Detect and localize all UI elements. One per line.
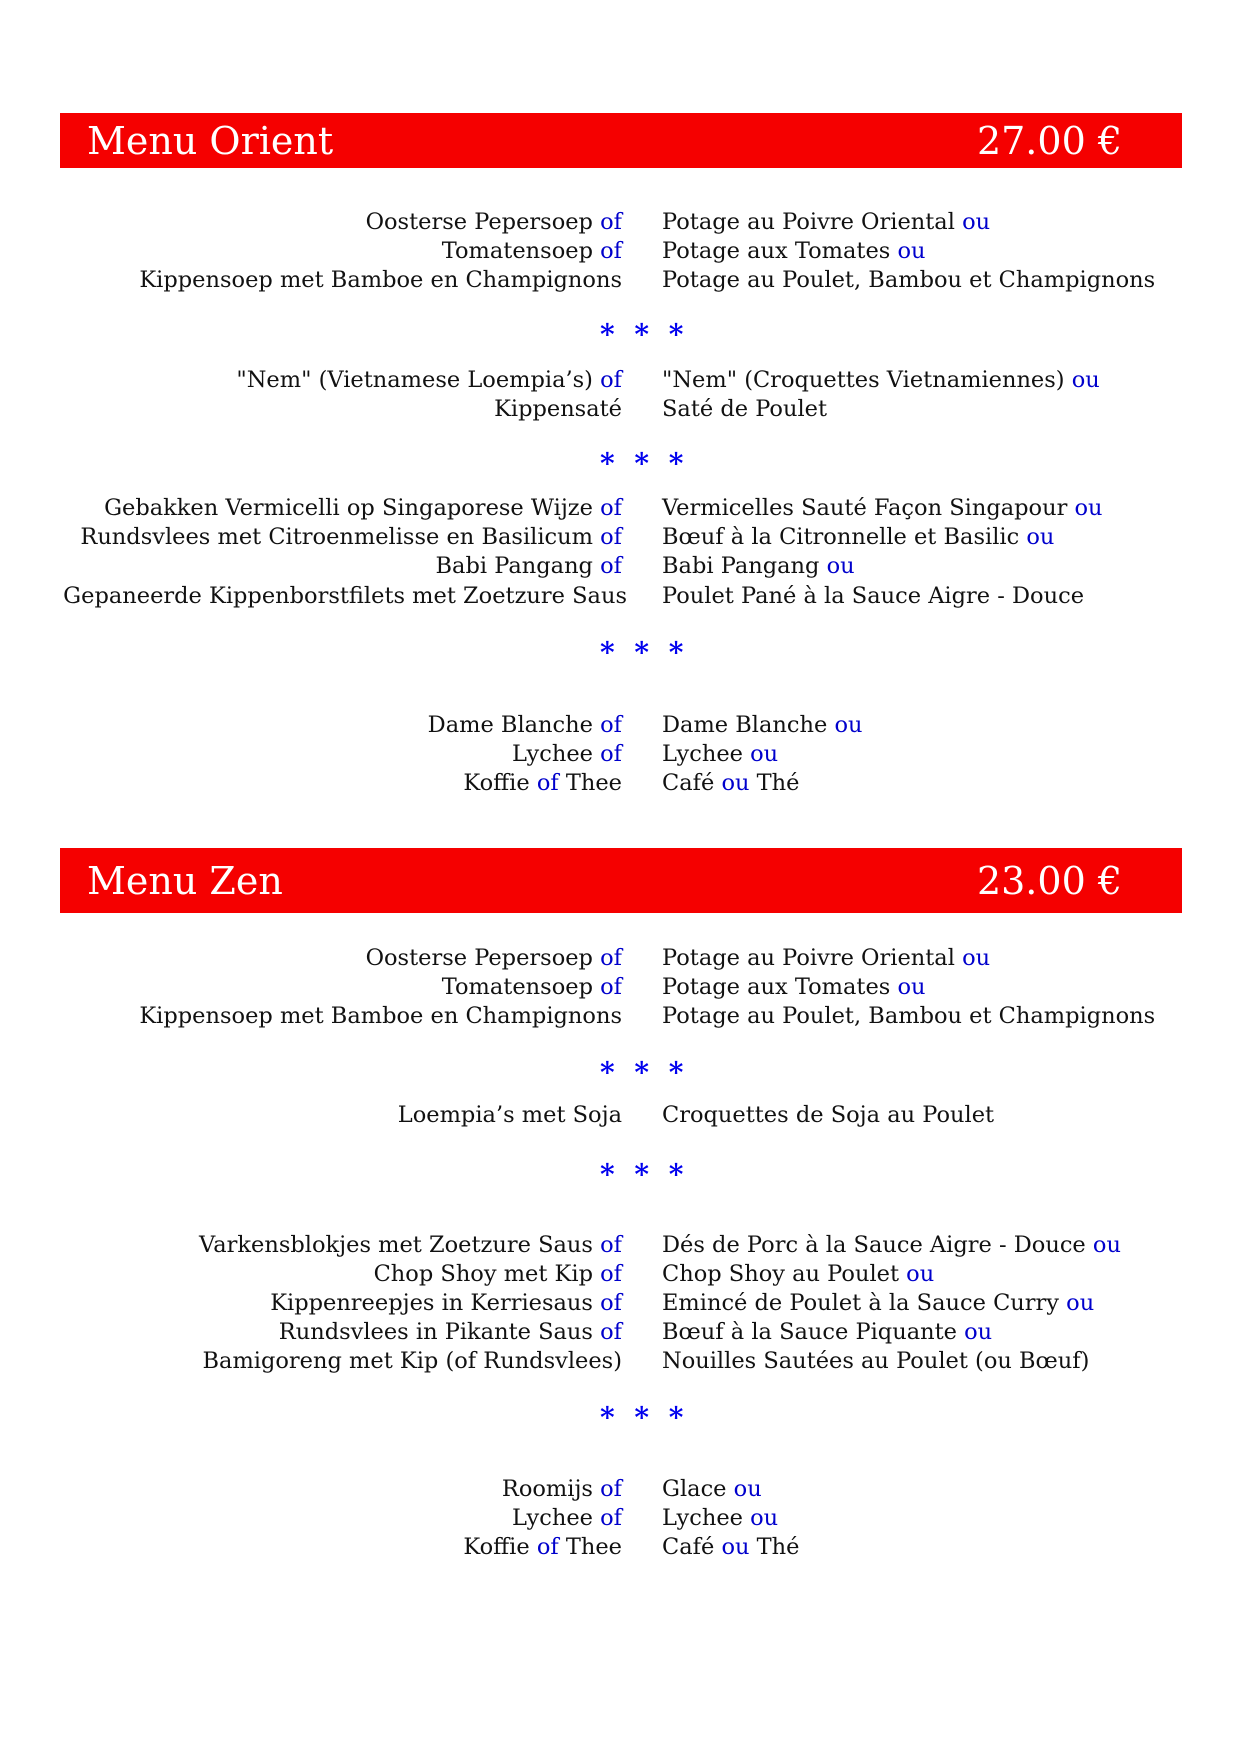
french-dish: Potage aux Tomates ou bbox=[662, 974, 926, 1000]
french-dish: Bœuf à la Citronnelle et Basilic ou bbox=[662, 524, 1055, 550]
menu-item-row bbox=[0, 395, 1241, 424]
menu-item-row bbox=[0, 494, 1241, 523]
dutch-dish: Varkensblokjes met Zoetzure Saus of bbox=[199, 1232, 622, 1258]
menu-item-row bbox=[0, 1533, 1241, 1562]
french-dish: Saté de Poulet bbox=[662, 396, 828, 422]
french-dish: Potage au Poulet, Bambou et Champignons bbox=[662, 1003, 1156, 1029]
course-separator: * * * bbox=[600, 447, 689, 480]
course-separator: * * * bbox=[600, 636, 689, 669]
menu-item-row bbox=[0, 769, 1241, 798]
menu-title: Menu Orient bbox=[87, 118, 334, 163]
french-dish: Café ou Thé bbox=[662, 1534, 800, 1560]
dutch-dish: Chop Shoy met Kip of bbox=[373, 1261, 622, 1287]
menu-zen-banner bbox=[60, 848, 1182, 913]
french-dish: Nouilles Sautées au Poulet (ou Bœuf) bbox=[662, 1348, 1090, 1374]
menu-item-row bbox=[0, 1318, 1241, 1347]
french-dish: Croquettes de Soja au Poulet bbox=[662, 1102, 995, 1128]
menu-item-row bbox=[0, 1289, 1241, 1318]
dutch-dish: Lychee of bbox=[511, 741, 622, 767]
dutch-dish: Kippensoep met Bamboe en Champignons bbox=[139, 267, 622, 293]
french-dish: Potage au Poivre Oriental ou bbox=[662, 945, 991, 971]
course-separator: * * * bbox=[600, 318, 689, 351]
dutch-dish: Bamigoreng met Kip (of Rundsvlees) bbox=[202, 1348, 622, 1374]
dutch-dish: "Nem" (Vietnamese Loempia’s) of bbox=[236, 367, 622, 393]
menu-item-row bbox=[0, 582, 1241, 611]
dutch-dish: Oosterse Pepersoep of bbox=[365, 945, 622, 971]
french-dish: Babi Pangang ou bbox=[662, 553, 855, 579]
menu-item-row bbox=[0, 973, 1241, 1002]
french-dish: Vermicelles Sauté Façon Singapour ou bbox=[662, 495, 1103, 521]
dutch-dish: Kippenreepjes in Kerriesaus of bbox=[270, 1290, 622, 1316]
menu-item-row bbox=[0, 552, 1241, 581]
dutch-dish: Kippensaté bbox=[494, 396, 622, 422]
french-dish: Potage au Poivre Oriental ou bbox=[662, 209, 991, 235]
french-dish: Café ou Thé bbox=[662, 770, 800, 796]
menu-item-row bbox=[0, 944, 1241, 973]
menu-orient-banner bbox=[60, 113, 1182, 168]
french-dish: Dame Blanche ou bbox=[662, 712, 863, 738]
french-dish: Poulet Pané à la Sauce Aigre - Douce bbox=[662, 583, 1085, 609]
dutch-dish: Roomijs of bbox=[501, 1476, 622, 1502]
french-dish: Lychee ou bbox=[662, 741, 779, 767]
dutch-dish: Lychee of bbox=[511, 1505, 622, 1531]
dutch-dish: Koffie of Thee bbox=[463, 1534, 622, 1560]
dutch-dish: Babi Pangang of bbox=[435, 553, 622, 579]
dutch-dish: Tomatensoep of bbox=[441, 238, 622, 264]
menu-price: 23.00 € bbox=[976, 858, 1122, 903]
menu-item-row bbox=[0, 523, 1241, 552]
menu-item-row bbox=[0, 711, 1241, 740]
menu-item-row bbox=[0, 1101, 1241, 1130]
menu-item-row bbox=[0, 1347, 1241, 1376]
french-dish: Bœuf à la Sauce Piquante ou bbox=[662, 1319, 993, 1345]
dutch-dish: Oosterse Pepersoep of bbox=[365, 209, 622, 235]
dutch-dish: Rundsvlees in Pikante Saus of bbox=[278, 1319, 622, 1345]
menu-item-row bbox=[0, 1002, 1241, 1031]
menu-item-row bbox=[0, 237, 1241, 266]
french-dish: Potage au Poulet, Bambou et Champignons bbox=[662, 267, 1156, 293]
menu-item-row bbox=[0, 1475, 1241, 1504]
dutch-dish: Kippensoep met Bamboe en Champignons bbox=[139, 1003, 622, 1029]
french-dish: Potage aux Tomates ou bbox=[662, 238, 926, 264]
menu-item-row bbox=[0, 366, 1241, 395]
course-separator: * * * bbox=[600, 1401, 689, 1434]
menu-title: Menu Zen bbox=[87, 858, 283, 903]
dutch-dish: Tomatensoep of bbox=[441, 974, 622, 1000]
dutch-dish: Gebakken Vermicelli op Singaporese Wijze of bbox=[104, 495, 622, 521]
french-dish: "Nem" (Croquettes Vietnamiennes) ou bbox=[662, 367, 1100, 393]
course-separator: * * * bbox=[600, 1158, 689, 1191]
menu-item-row bbox=[0, 1231, 1241, 1260]
menu-item-row bbox=[0, 1260, 1241, 1289]
french-dish: Chop Shoy au Poulet ou bbox=[662, 1261, 935, 1287]
dutch-dish: Gepaneerde Kippenborstfilets met Zoetzure Saus bbox=[63, 583, 627, 609]
dutch-dish: Rundsvlees met Citroenmelisse en Basilicum of bbox=[80, 524, 622, 550]
menu-item-row bbox=[0, 266, 1241, 295]
french-dish: Emincé de Poulet à la Sauce Curry ou bbox=[662, 1290, 1095, 1316]
menu-item-row bbox=[0, 1504, 1241, 1533]
french-dish: Glace ou bbox=[662, 1476, 762, 1502]
course-separator: * * * bbox=[600, 1056, 689, 1089]
french-dish: Lychee ou bbox=[662, 1505, 779, 1531]
menu-item-row bbox=[0, 208, 1241, 237]
dutch-dish: Loempia’s met Soja bbox=[397, 1102, 622, 1128]
menu-price: 27.00 € bbox=[976, 118, 1122, 163]
dutch-dish: Dame Blanche of bbox=[427, 712, 622, 738]
french-dish: Dés de Porc à la Sauce Aigre - Douce ou bbox=[662, 1232, 1121, 1258]
dutch-dish: Koffie of Thee bbox=[463, 770, 622, 796]
menu-item-row bbox=[0, 740, 1241, 769]
